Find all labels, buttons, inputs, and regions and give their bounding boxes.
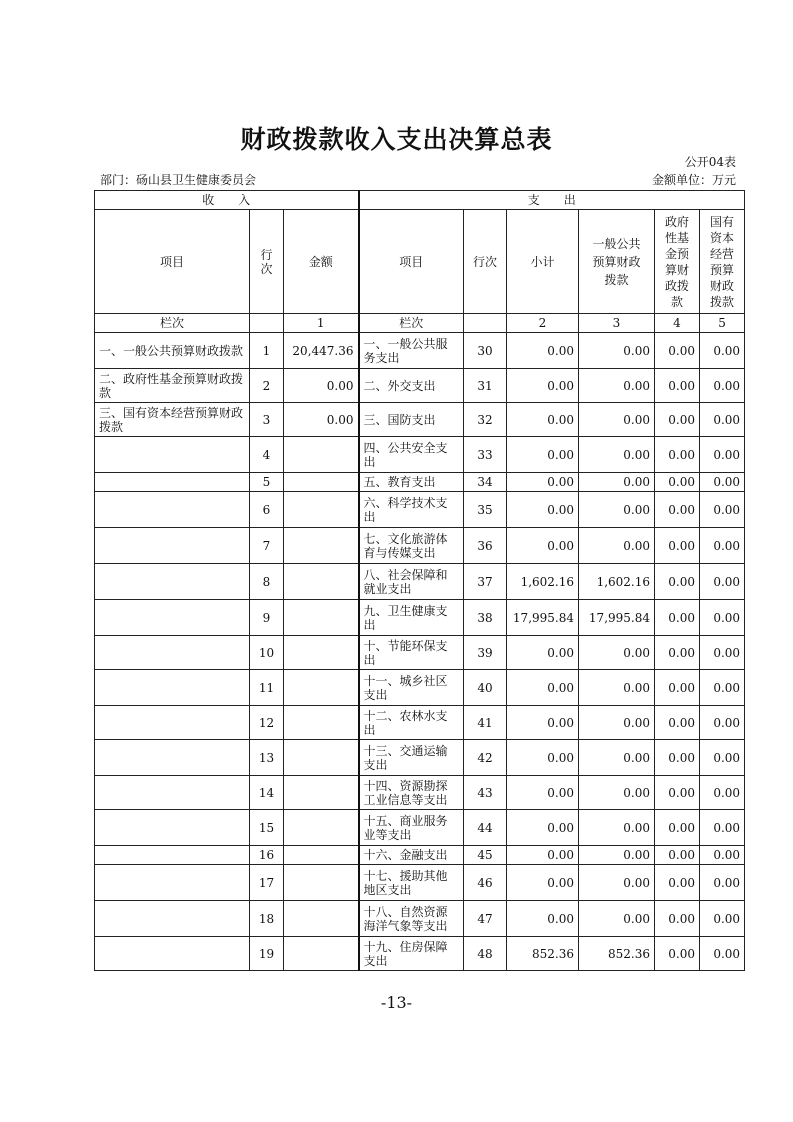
income-item-cell: 二、政府性基金预算财政拨款 <box>95 369 250 403</box>
expense-line-cell: 48 <box>464 937 507 971</box>
table-row <box>95 901 745 937</box>
column-number: 2 <box>507 314 579 333</box>
subtotal-cell: 0.00 <box>507 706 579 740</box>
income-item-cell <box>95 670 250 706</box>
state-capital-cell: 0.00 <box>700 901 745 937</box>
budget-table <box>94 190 745 971</box>
table-row <box>95 740 745 776</box>
table-row <box>95 636 745 670</box>
line-cell: 15 <box>250 810 284 846</box>
line-cell: 5 <box>250 473 284 492</box>
line-cell: 13 <box>250 740 284 776</box>
income-item-cell <box>95 901 250 937</box>
general-budget-cell: 0.00 <box>579 528 655 564</box>
table-row <box>95 776 745 810</box>
table-row <box>95 706 745 740</box>
line-cell: 16 <box>250 846 284 865</box>
fund-budget-cell: 0.00 <box>655 670 700 706</box>
column-number: 4 <box>655 314 700 333</box>
subtotal-cell: 1,602.16 <box>507 564 579 600</box>
expense-item-cell: 四、公共安全支出 <box>359 437 464 473</box>
amount-cell <box>284 437 359 473</box>
expense-line-cell: 45 <box>464 846 507 865</box>
column-number <box>464 314 507 333</box>
expense-item-cell: 十三、交通运输支出 <box>359 740 464 776</box>
amount-cell <box>284 846 359 865</box>
amount-cell: 20,447.36 <box>284 333 359 369</box>
general-budget-cell: 0.00 <box>579 670 655 706</box>
page-title: 财政拨款收入支出决算总表 <box>240 125 553 154</box>
subtotal-cell: 0.00 <box>507 437 579 473</box>
general-budget-cell: 0.00 <box>579 492 655 528</box>
fund-budget-cell: 0.00 <box>655 810 700 846</box>
expense-item-cell: 五、教育支出 <box>359 473 464 492</box>
state-capital-cell: 0.00 <box>700 492 745 528</box>
income-item-cell <box>95 492 250 528</box>
income-line-header: 行 次 <box>250 210 284 314</box>
fund-budget-cell: 0.00 <box>655 636 700 670</box>
general-budget-cell: 0.00 <box>579 369 655 403</box>
subtotal-cell: 852.36 <box>507 937 579 971</box>
expense-line-cell: 39 <box>464 636 507 670</box>
table-row <box>95 846 745 865</box>
state-capital-cell: 0.00 <box>700 369 745 403</box>
expense-line-cell: 37 <box>464 564 507 600</box>
income-item-cell <box>95 740 250 776</box>
table-row <box>95 528 745 564</box>
expense-item-cell: 十六、金融支出 <box>359 846 464 865</box>
expense-line-cell: 43 <box>464 776 507 810</box>
fund-budget-cell: 0.00 <box>655 776 700 810</box>
subtotal-cell: 0.00 <box>507 670 579 706</box>
state-capital-cell: 0.00 <box>700 865 745 901</box>
amount-cell: 0.00 <box>284 369 359 403</box>
expense-item-cell: 六、科学技术支出 <box>359 492 464 528</box>
expense-line-cell: 31 <box>464 369 507 403</box>
state-capital-cell: 0.00 <box>700 564 745 600</box>
fund-budget-cell: 0.00 <box>655 473 700 492</box>
general-budget-cell: 0.00 <box>579 740 655 776</box>
income-item-cell <box>95 473 250 492</box>
amount-cell <box>284 600 359 636</box>
fund-budget-cell: 0.00 <box>655 865 700 901</box>
department-label: 部门：砀山县卫生健康委员会 <box>100 173 257 187</box>
general-budget-cell: 0.00 <box>579 846 655 865</box>
table-row <box>95 333 745 369</box>
expense-line-cell: 34 <box>464 473 507 492</box>
line-cell: 7 <box>250 528 284 564</box>
general-budget-header: 一般公共 预算财政 拨款 <box>579 210 655 314</box>
state-capital-cell: 0.00 <box>700 670 745 706</box>
general-budget-cell: 0.00 <box>579 403 655 437</box>
subtotal-cell: 0.00 <box>507 403 579 437</box>
expense-item-cell: 十五、商业服务业等支出 <box>359 810 464 846</box>
expense-line-cell: 42 <box>464 740 507 776</box>
line-cell: 10 <box>250 636 284 670</box>
income-item-cell: 三、国有资本经营预算财政拨款 <box>95 403 250 437</box>
subtotal-cell: 0.00 <box>507 333 579 369</box>
expense-item-cell: 十二、农林水支出 <box>359 706 464 740</box>
fund-budget-cell: 0.00 <box>655 901 700 937</box>
expense-item-cell: 九、卫生健康支出 <box>359 600 464 636</box>
general-budget-cell: 0.00 <box>579 776 655 810</box>
column-label: 栏次 <box>359 314 464 333</box>
income-item-cell <box>95 636 250 670</box>
state-capital-cell: 0.00 <box>700 937 745 971</box>
general-budget-cell: 0.00 <box>579 901 655 937</box>
subtotal-cell: 0.00 <box>507 865 579 901</box>
expense-line-cell: 32 <box>464 403 507 437</box>
expense-line-cell: 30 <box>464 333 507 369</box>
state-capital-cell: 0.00 <box>700 636 745 670</box>
line-cell: 9 <box>250 600 284 636</box>
line-cell: 2 <box>250 369 284 403</box>
subtotal-cell: 0.00 <box>507 810 579 846</box>
table-row <box>95 369 745 403</box>
fund-budget-cell: 0.00 <box>655 369 700 403</box>
line-cell: 17 <box>250 865 284 901</box>
expense-line-cell: 41 <box>464 706 507 740</box>
fund-budget-cell: 0.00 <box>655 706 700 740</box>
income-item-cell <box>95 564 250 600</box>
expense-item-cell: 十、节能环保支出 <box>359 636 464 670</box>
general-budget-cell: 0.00 <box>579 636 655 670</box>
subtotal-cell: 0.00 <box>507 846 579 865</box>
amount-cell <box>284 636 359 670</box>
line-cell: 1 <box>250 333 284 369</box>
income-item-cell <box>95 528 250 564</box>
line-cell: 6 <box>250 492 284 528</box>
table-row <box>95 403 745 437</box>
column-number: 3 <box>579 314 655 333</box>
state-capital-cell: 0.00 <box>700 403 745 437</box>
subtotal-cell: 0.00 <box>507 776 579 810</box>
amount-cell <box>284 810 359 846</box>
fund-budget-cell: 0.00 <box>655 846 700 865</box>
fund-budget-cell: 0.00 <box>655 937 700 971</box>
fund-budget-cell: 0.00 <box>655 528 700 564</box>
line-cell: 8 <box>250 564 284 600</box>
fund-budget-cell: 0.00 <box>655 333 700 369</box>
form-number: 公开04表 <box>684 155 736 169</box>
expense-item-cell: 十七、援助其他地区支出 <box>359 865 464 901</box>
expense-header: 支 出 <box>359 191 745 210</box>
amount-cell <box>284 937 359 971</box>
expense-item-cell: 十八、自然资源海洋气象等支出 <box>359 901 464 937</box>
expense-item-header: 项目 <box>359 210 464 314</box>
table-row <box>95 473 745 492</box>
state-capital-cell: 0.00 <box>700 810 745 846</box>
amount-cell <box>284 528 359 564</box>
income-item-cell <box>95 706 250 740</box>
fund-budget-cell: 0.00 <box>655 492 700 528</box>
amount-cell <box>284 670 359 706</box>
table-row <box>95 937 745 971</box>
expense-line-cell: 44 <box>464 810 507 846</box>
table-row <box>95 670 745 706</box>
fund-budget-cell: 0.00 <box>655 564 700 600</box>
expense-line-cell: 40 <box>464 670 507 706</box>
subtotal-cell: 0.00 <box>507 473 579 492</box>
expense-line-header: 行次 <box>464 210 507 314</box>
income-header: 收 入 <box>95 191 359 210</box>
general-budget-cell: 0.00 <box>579 706 655 740</box>
fund-budget-cell: 0.00 <box>655 403 700 437</box>
line-cell: 4 <box>250 437 284 473</box>
amount-cell <box>284 901 359 937</box>
expense-item-cell: 三、国防支出 <box>359 403 464 437</box>
amount-cell: 0.00 <box>284 403 359 437</box>
subtotal-cell: 0.00 <box>507 636 579 670</box>
fund-budget-cell: 0.00 <box>655 437 700 473</box>
expense-line-cell: 33 <box>464 437 507 473</box>
table-row <box>95 437 745 473</box>
amount-cell <box>284 564 359 600</box>
income-item-cell <box>95 810 250 846</box>
general-budget-cell: 0.00 <box>579 810 655 846</box>
amount-header: 金额 <box>284 210 359 314</box>
general-budget-cell: 1,602.16 <box>579 564 655 600</box>
income-item-cell: 一、一般公共预算财政拨款 <box>95 333 250 369</box>
subtotal-cell: 0.00 <box>507 740 579 776</box>
general-budget-cell: 852.36 <box>579 937 655 971</box>
state-capital-cell: 0.00 <box>700 740 745 776</box>
expense-item-cell: 十九、住房保障支出 <box>359 937 464 971</box>
table-row <box>95 492 745 528</box>
income-item-cell <box>95 937 250 971</box>
expense-item-cell: 七、文化旅游体育与传媒支出 <box>359 528 464 564</box>
amount-cell <box>284 473 359 492</box>
line-cell: 14 <box>250 776 284 810</box>
table-row <box>95 865 745 901</box>
income-item-cell <box>95 776 250 810</box>
expense-item-cell: 二、外交支出 <box>359 369 464 403</box>
expense-item-cell: 一、一般公共服务支出 <box>359 333 464 369</box>
expense-item-cell: 八、社会保障和就业支出 <box>359 564 464 600</box>
line-cell: 19 <box>250 937 284 971</box>
general-budget-cell: 0.00 <box>579 865 655 901</box>
income-item-cell <box>95 846 250 865</box>
state-capital-cell: 0.00 <box>700 600 745 636</box>
expense-line-cell: 36 <box>464 528 507 564</box>
expense-line-cell: 35 <box>464 492 507 528</box>
state-capital-cell: 0.00 <box>700 333 745 369</box>
expense-line-cell: 46 <box>464 865 507 901</box>
line-cell: 12 <box>250 706 284 740</box>
state-capital-cell: 0.00 <box>700 706 745 740</box>
page-number: -13- <box>380 993 413 1012</box>
subtotal-cell: 0.00 <box>507 492 579 528</box>
amount-cell <box>284 776 359 810</box>
column-number <box>250 314 284 333</box>
table-row <box>95 564 745 600</box>
amount-cell <box>284 706 359 740</box>
column-number: 1 <box>284 314 359 333</box>
table-row <box>95 600 745 636</box>
income-item-cell <box>95 865 250 901</box>
subtotal-cell: 0.00 <box>507 528 579 564</box>
income-item-header: 项目 <box>95 210 250 314</box>
income-item-cell <box>95 600 250 636</box>
expense-line-cell: 47 <box>464 901 507 937</box>
state-capital-cell: 0.00 <box>700 776 745 810</box>
expense-line-cell: 38 <box>464 600 507 636</box>
state-capital-cell: 0.00 <box>700 528 745 564</box>
state-capital-cell: 0.00 <box>700 473 745 492</box>
subtotal-cell: 0.00 <box>507 369 579 403</box>
amount-cell <box>284 740 359 776</box>
general-budget-cell: 0.00 <box>579 437 655 473</box>
table-row <box>95 810 745 846</box>
fund-budget-cell: 0.00 <box>655 600 700 636</box>
unit-label: 金额单位：万元 <box>651 173 736 187</box>
line-cell: 11 <box>250 670 284 706</box>
general-budget-cell: 17,995.84 <box>579 600 655 636</box>
fund-budget-cell: 0.00 <box>655 740 700 776</box>
state-capital-cell: 0.00 <box>700 846 745 865</box>
amount-cell <box>284 865 359 901</box>
column-label: 栏次 <box>95 314 250 333</box>
line-cell: 18 <box>250 901 284 937</box>
amount-cell <box>284 492 359 528</box>
line-cell: 3 <box>250 403 284 437</box>
column-number: 5 <box>700 314 745 333</box>
general-budget-cell: 0.00 <box>579 473 655 492</box>
expense-item-cell: 十一、城乡社区支出 <box>359 670 464 706</box>
subtotal-header: 小计 <box>507 210 579 314</box>
state-capital-header: 国有 资本 经营 预算 财政 拨款 <box>700 210 745 314</box>
subtotal-cell: 0.00 <box>507 901 579 937</box>
state-capital-cell: 0.00 <box>700 437 745 473</box>
expense-item-cell: 十四、资源勘探工业信息等支出 <box>359 776 464 810</box>
subtotal-cell: 17,995.84 <box>507 600 579 636</box>
general-budget-cell: 0.00 <box>579 333 655 369</box>
fund-budget-header: 政府 性基 金预 算财 政拨 款 <box>655 210 700 314</box>
income-item-cell <box>95 437 250 473</box>
